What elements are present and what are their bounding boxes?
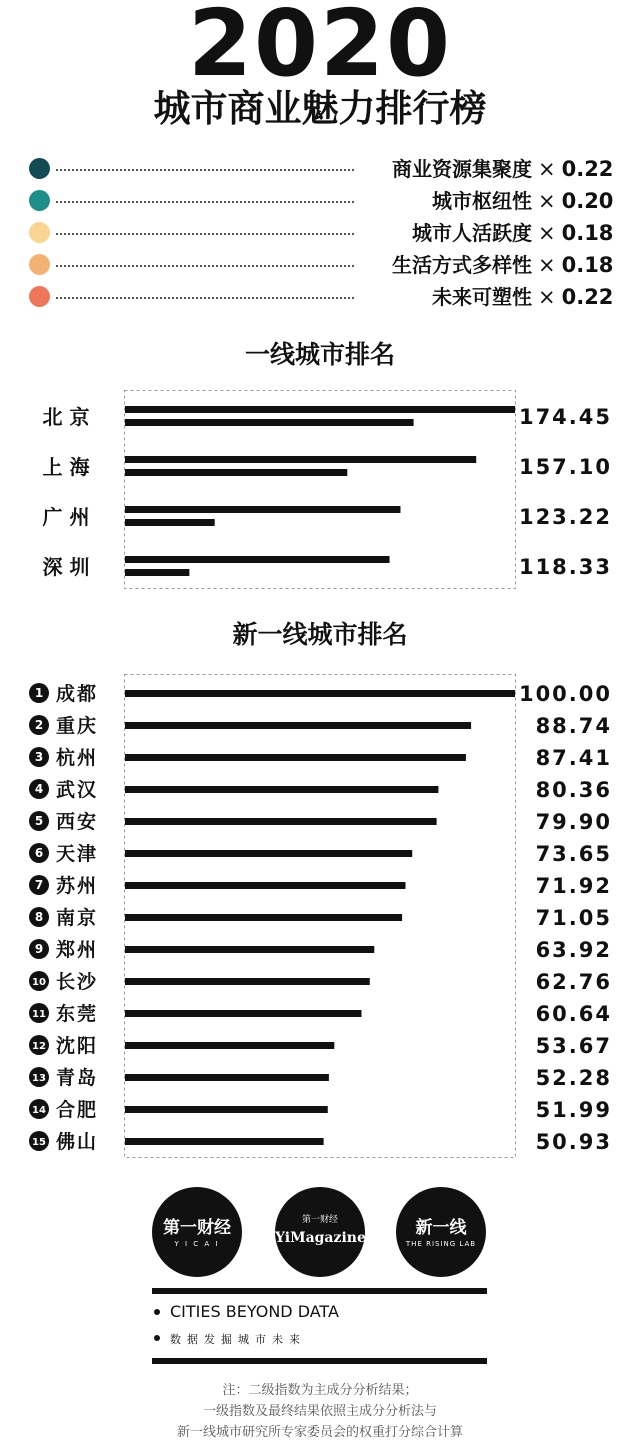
rank-number: 13 xyxy=(32,1073,46,1084)
first-tier-chart xyxy=(0,388,640,593)
legend-label: 未来可塑性 xyxy=(428,282,532,312)
score-bar xyxy=(125,882,405,889)
score-bar xyxy=(125,506,400,513)
score-bar xyxy=(125,978,370,985)
secondary-bar xyxy=(125,419,414,426)
legend-leader-line xyxy=(56,169,354,171)
score-value-label: 79.90 xyxy=(535,810,612,834)
rank-number: 5 xyxy=(34,814,44,828)
city-label: 沈阳 xyxy=(56,1035,99,1057)
legend-weight xyxy=(538,282,613,312)
new-first-tier-title: 新一线城市排名 xyxy=(232,620,408,649)
rank-number: 8 xyxy=(34,910,44,924)
multiply-sign: × xyxy=(538,253,556,277)
yicai-logo xyxy=(152,1187,242,1277)
score-value-label: 51.99 xyxy=(535,1098,612,1122)
rising-lab-logo-text: 新一线 xyxy=(415,1218,467,1238)
score-value-label: 157.10 xyxy=(518,455,612,479)
score-value-label: 88.74 xyxy=(535,714,612,738)
city-label: 天津 xyxy=(56,843,99,865)
score-bar xyxy=(125,786,438,793)
divider-top xyxy=(152,1288,487,1294)
secondary-bar xyxy=(125,519,215,526)
legend-color-dot-icon xyxy=(29,158,50,179)
score-bar xyxy=(125,456,476,463)
score-bar xyxy=(125,1106,328,1113)
legend-row xyxy=(0,218,640,248)
score-value-label: 62.76 xyxy=(535,970,612,994)
score-bar xyxy=(125,850,412,857)
rank-number: 6 xyxy=(34,846,44,860)
legend-weight-value: 0.18 xyxy=(561,253,614,277)
secondary-bar xyxy=(125,569,189,576)
secondary-bar xyxy=(125,469,347,476)
score-bar xyxy=(125,690,515,697)
city-label: 南京 xyxy=(56,907,99,929)
score-bar xyxy=(125,1138,324,1145)
score-value-label: 123.22 xyxy=(518,505,612,529)
city-label: 北 京 xyxy=(42,405,90,429)
legend-leader-line xyxy=(56,297,354,299)
legend-color-dot-icon xyxy=(29,254,50,275)
yicai-logo-sub: Y I C A I xyxy=(174,1240,220,1248)
score-value-label: 73.65 xyxy=(535,842,612,866)
score-bar xyxy=(125,406,515,413)
footnote-line-2: 一级指数及最终结果依照主成分分析法与 xyxy=(202,1404,437,1419)
rank-number: 15 xyxy=(32,1137,46,1148)
city-label: 长沙 xyxy=(56,971,99,993)
legend-row xyxy=(0,282,640,312)
footnote-line-3: 新一线城市研究所专家委员会的权重打分综合计算 xyxy=(176,1425,463,1440)
city-label: 深 圳 xyxy=(42,555,90,579)
city-label: 广 州 xyxy=(42,505,90,529)
legend-color-dot-icon xyxy=(29,286,50,307)
legend-row xyxy=(0,154,640,184)
score-bar xyxy=(125,946,374,953)
legend-label: 商业资源集聚度 xyxy=(388,154,532,184)
year-heading: 2020 xyxy=(187,0,453,97)
score-value-label: 60.64 xyxy=(535,1002,612,1026)
brand-tagline-cn-text: 数据发掘城市未来 xyxy=(170,1333,306,1346)
city-label: 苏州 xyxy=(56,875,99,897)
rank-number: 11 xyxy=(32,1009,46,1020)
score-value-label: 53.67 xyxy=(535,1034,612,1058)
score-value-label: 87.41 xyxy=(535,746,612,770)
rank-number: 3 xyxy=(34,750,44,764)
city-label: 重庆 xyxy=(56,715,99,737)
rank-number: 10 xyxy=(32,977,46,988)
legend-weight xyxy=(538,154,613,184)
page-title: 城市商业魅力排行榜 xyxy=(153,87,487,130)
rank-number: 2 xyxy=(34,718,44,732)
legend-row xyxy=(0,186,640,216)
legend-color-dot-icon xyxy=(29,222,50,243)
legend-label: 城市枢纽性 xyxy=(428,186,532,216)
legend-row xyxy=(0,250,640,280)
city-label: 青岛 xyxy=(56,1067,99,1089)
score-value-label: 80.36 xyxy=(535,778,612,802)
legend-leader-line xyxy=(56,233,354,235)
city-label: 西安 xyxy=(56,811,99,833)
score-value-label: 63.92 xyxy=(535,938,612,962)
bullet-icon xyxy=(154,1335,160,1341)
rank-number: 1 xyxy=(34,686,44,700)
legend-leader-line xyxy=(56,265,354,267)
rank-number: 14 xyxy=(32,1105,46,1116)
legend-leader-line xyxy=(56,201,354,203)
score-value-label: 50.93 xyxy=(535,1130,612,1154)
multiply-sign: × xyxy=(538,157,556,181)
score-bar xyxy=(125,1074,329,1081)
yimagazine-logo-text: YiMagazine xyxy=(275,1230,366,1246)
rank-number: 4 xyxy=(34,782,44,796)
score-bar xyxy=(125,722,471,729)
city-label: 合肥 xyxy=(56,1099,99,1121)
brand-tagline xyxy=(152,1301,339,1323)
score-value-label: 71.92 xyxy=(535,874,612,898)
yicai-logo-text: 第一财经 xyxy=(163,1218,231,1238)
score-bar xyxy=(125,914,402,921)
rank-number: 12 xyxy=(32,1041,46,1052)
score-value-label: 100.00 xyxy=(518,682,612,706)
brand-tagline-cn xyxy=(152,1327,306,1351)
city-label: 成都 xyxy=(56,683,99,705)
legend-weight-value: 0.20 xyxy=(561,189,614,213)
score-value-label: 118.33 xyxy=(518,555,612,579)
brand-tagline-text: CITIES BEYOND DATA xyxy=(170,1302,339,1321)
legend-color-dot-icon xyxy=(29,190,50,211)
divider-bottom xyxy=(152,1358,487,1364)
score-bar xyxy=(125,818,437,825)
legend-label: 城市人活跃度 xyxy=(408,218,532,248)
legend-weight xyxy=(538,218,613,248)
city-label: 东莞 xyxy=(56,1003,99,1025)
bullet-icon xyxy=(154,1309,160,1315)
footnote-line-1: 注：二级指数为主成分分析结果； xyxy=(222,1383,418,1398)
legend-weight-value: 0.18 xyxy=(561,221,614,245)
city-label: 杭州 xyxy=(56,747,99,769)
multiply-sign: × xyxy=(538,189,556,213)
rising-lab-logo-sub: THE RISING LAB xyxy=(405,1240,477,1248)
score-bar xyxy=(125,1042,334,1049)
multiply-sign: × xyxy=(538,285,556,309)
new-first-tier-chart xyxy=(0,672,640,1162)
city-label: 上 海 xyxy=(42,455,90,479)
score-value-label: 174.45 xyxy=(518,405,612,429)
city-label: 郑州 xyxy=(56,939,99,961)
yimagazine-logo xyxy=(275,1187,365,1277)
score-value-label: 52.28 xyxy=(535,1066,612,1090)
first-tier-title: 一线城市排名 xyxy=(244,340,395,369)
legend-weight-value: 0.22 xyxy=(561,157,614,181)
yimagazine-logo-top: 第一财经 xyxy=(301,1215,338,1225)
rank-number: 9 xyxy=(34,942,44,956)
score-bar xyxy=(125,556,390,563)
legend-weight xyxy=(538,250,613,280)
score-bar xyxy=(125,1010,361,1017)
multiply-sign: × xyxy=(538,221,556,245)
city-label: 佛山 xyxy=(56,1131,99,1153)
legend-label: 生活方式多样性 xyxy=(388,250,532,280)
rank-number: 7 xyxy=(34,878,44,892)
legend-weight-value: 0.22 xyxy=(561,285,614,309)
score-value-label: 71.05 xyxy=(535,906,612,930)
city-label: 武汉 xyxy=(56,779,99,801)
score-bar xyxy=(125,754,466,761)
legend-weight xyxy=(538,186,613,216)
rising-lab-logo xyxy=(396,1187,486,1277)
